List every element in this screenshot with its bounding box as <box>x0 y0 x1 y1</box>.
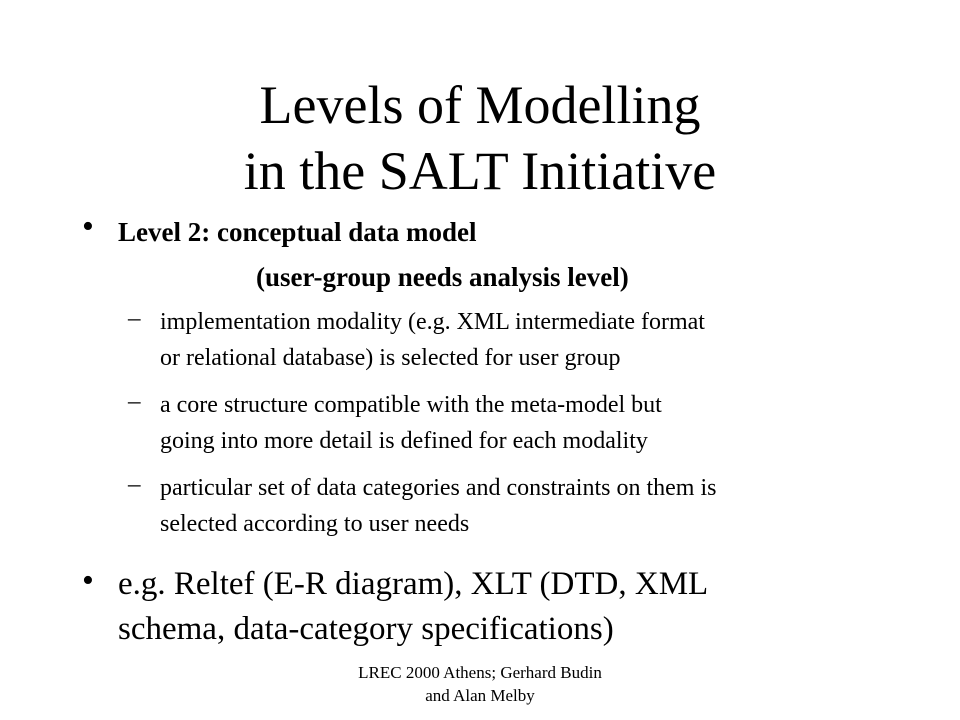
sub-bullet-2-line-2: going into more detail is defined for each modality <box>160 428 648 454</box>
slide-title <box>0 72 960 204</box>
sub-bullet-2-line-1: a core structure compatible with the meta-model but <box>160 392 662 418</box>
bullet-1-line-2: (user-group needs analysis level) <box>256 262 629 292</box>
slide-footer <box>300 661 660 707</box>
bullet-2-line-2: schema, data-category specifications) <box>118 611 614 647</box>
footer-line-2: and Alan Melby <box>425 686 535 705</box>
footer-line-1: LREC 2000 Athens; Gerhard Budin <box>358 663 602 682</box>
sub-bullet-3-line-2: selected according to user needs <box>160 511 470 537</box>
sub-bullet-3-line-1: particular set of data categories and constraints on them is <box>160 475 717 501</box>
sub-bullet-dash: – <box>128 388 141 415</box>
bullet-marker: • <box>82 208 94 245</box>
sub-bullet-dash: – <box>128 305 141 332</box>
slide-title-line-1: Levels of Modelling <box>259 75 701 135</box>
bullet-1-line-1: Level 2: conceptual data model <box>118 217 477 247</box>
sub-bullet-1-line-1: implementation modality (e.g. XML intermediate format <box>160 309 705 335</box>
bullet-2-line-1: e.g. Reltef (E-R diagram), XLT (DTD, XML <box>118 566 709 602</box>
sub-bullet-1-line-2: or relational database) is selected for user group <box>160 345 621 371</box>
sub-bullet-dash: – <box>128 471 141 498</box>
slide-title-line-2: in the SALT Initiative <box>243 141 717 201</box>
bullet-marker: • <box>82 562 94 599</box>
